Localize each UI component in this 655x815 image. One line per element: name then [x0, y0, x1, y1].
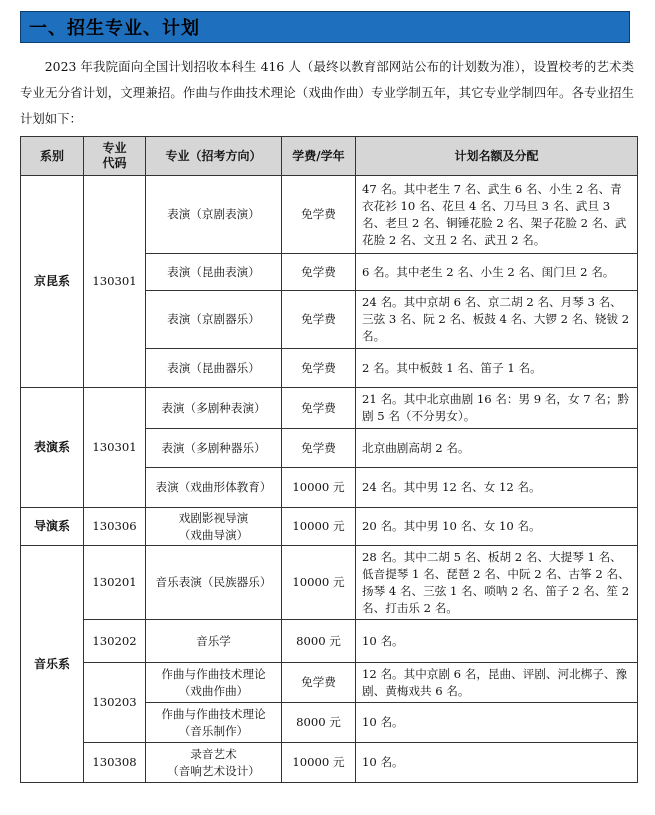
fee-cell: 免学费 [282, 291, 356, 349]
code-cell: 130301 [84, 388, 146, 508]
fee-cell: 10000 元 [282, 546, 356, 620]
dept-cell: 音乐系 [21, 546, 84, 783]
major-cell: 音乐学 [146, 620, 282, 663]
major-cell: 表演（京剧器乐） [146, 291, 282, 349]
major-cell: 作曲与作曲技术理论 （戏曲作曲） [146, 663, 282, 703]
dept-cell: 导演系 [21, 508, 84, 546]
fee-cell: 免学费 [282, 349, 356, 388]
major-cell: 表演（多剧种器乐） [146, 429, 282, 468]
table-row [21, 620, 638, 663]
table-row [21, 176, 638, 254]
plan-cell: 2 名。其中板鼓 1 名、笛子 1 名。 [356, 349, 638, 388]
dept-cell: 表演系 [21, 388, 84, 508]
fee-cell: 免学费 [282, 388, 356, 429]
fee-cell: 免学费 [282, 254, 356, 291]
plan-cell: 47 名。其中老生 7 名、武生 6 名、小生 2 名、青衣花衫 10 名、花旦 4 名、刀马旦 3 名、武旦 3 名、老旦 2 名、铜锤花脸 2 名、架子花脸 2 名、武花脸 2 名、文丑 2 名、武丑 2 名。 [356, 176, 638, 254]
fee-cell: 免学费 [282, 176, 356, 254]
plan-cell: 20 名。其中男 10 名、女 10 名。 [356, 508, 638, 546]
table-row [21, 546, 638, 620]
major-cell: 戏剧影视导演 （戏曲导演） [146, 508, 282, 546]
intro-paragraph [20, 54, 634, 132]
table-row [21, 663, 638, 703]
major-cell: 表演（多剧种表演） [146, 388, 282, 429]
code-cell: 130203 [84, 663, 146, 743]
header-code: 专业 代码 [84, 137, 146, 176]
code-cell: 130201 [84, 546, 146, 620]
table-row [21, 743, 638, 783]
plan-cell: 12 名。其中京剧 6 名，昆曲、评剧、河北梆子、豫剧、黄梅戏共 6 名。 [356, 663, 638, 703]
code-cell: 130301 [84, 176, 146, 388]
header-major: 专业（招考方向） [146, 137, 282, 176]
major-cell: 录音艺术 （音响艺术设计） [146, 743, 282, 783]
plan-cell: 10 名。 [356, 620, 638, 663]
code-cell: 130202 [84, 620, 146, 663]
section-heading: 一、招生专业、计划 [20, 11, 630, 43]
plan-cell: 10 名。 [356, 703, 638, 743]
plan-cell: 28 名。其中二胡 5 名、板胡 2 名、大提琴 1 名、低音提琴 1 名、琵琶 2 名、中阮 2 名、古筝 2 名、扬琴 4 名、三弦 1 名、唢呐 2 名、笛子 2 名、笙 2 名、打击乐 2 名。 [356, 546, 638, 620]
header-plan: 计划名额及分配 [356, 137, 638, 176]
plan-cell: 21 名。其中北京曲剧 16 名：男 9 名，女 7 名；黔剧 5 名（不分男女）。 [356, 388, 638, 429]
header-dept: 系别 [21, 137, 84, 176]
major-cell: 音乐表演（民族器乐） [146, 546, 282, 620]
major-cell: 表演（京剧表演） [146, 176, 282, 254]
fee-cell: 10000 元 [282, 508, 356, 546]
enrollment-plan-table [20, 136, 638, 783]
fee-cell: 8000 元 [282, 703, 356, 743]
fee-cell: 8000 元 [282, 620, 356, 663]
header-fee: 学费/学年 [282, 137, 356, 176]
plan-cell: 6 名。其中老生 2 名、小生 2 名、闺门旦 2 名。 [356, 254, 638, 291]
table-header-row [21, 137, 638, 176]
table-row [21, 388, 638, 429]
major-cell: 表演（戏曲形体教育） [146, 468, 282, 508]
major-cell: 作曲与作曲技术理论 （音乐制作） [146, 703, 282, 743]
plan-cell: 北京曲剧高胡 2 名。 [356, 429, 638, 468]
fee-cell: 免学费 [282, 663, 356, 703]
fee-cell: 10000 元 [282, 468, 356, 508]
code-cell: 130308 [84, 743, 146, 783]
plan-cell: 24 名。其中男 12 名、女 12 名。 [356, 468, 638, 508]
plan-cell: 24 名。其中京胡 6 名、京二胡 2 名、月琴 3 名、三弦 3 名、阮 2 名、板鼓 4 名、大锣 2 名、铙钹 2 名。 [356, 291, 638, 349]
dept-cell: 京昆系 [21, 176, 84, 388]
major-cell: 表演（昆曲器乐） [146, 349, 282, 388]
major-cell: 表演（昆曲表演） [146, 254, 282, 291]
plan-cell: 10 名。 [356, 743, 638, 783]
fee-cell: 10000 元 [282, 743, 356, 783]
code-cell: 130306 [84, 508, 146, 546]
intro-text: 2023 年我院面向全国计划招收本科生 416 人（最终以教育部网站公布的计划数为准），设置校考的艺术类专业无分省计划，文理兼招。作曲与作曲技术理论（戏曲作曲）专业学制五年，其它专业学制四年。各专业招生计划如下： [20, 59, 634, 126]
fee-cell: 免学费 [282, 429, 356, 468]
table-row [21, 508, 638, 546]
